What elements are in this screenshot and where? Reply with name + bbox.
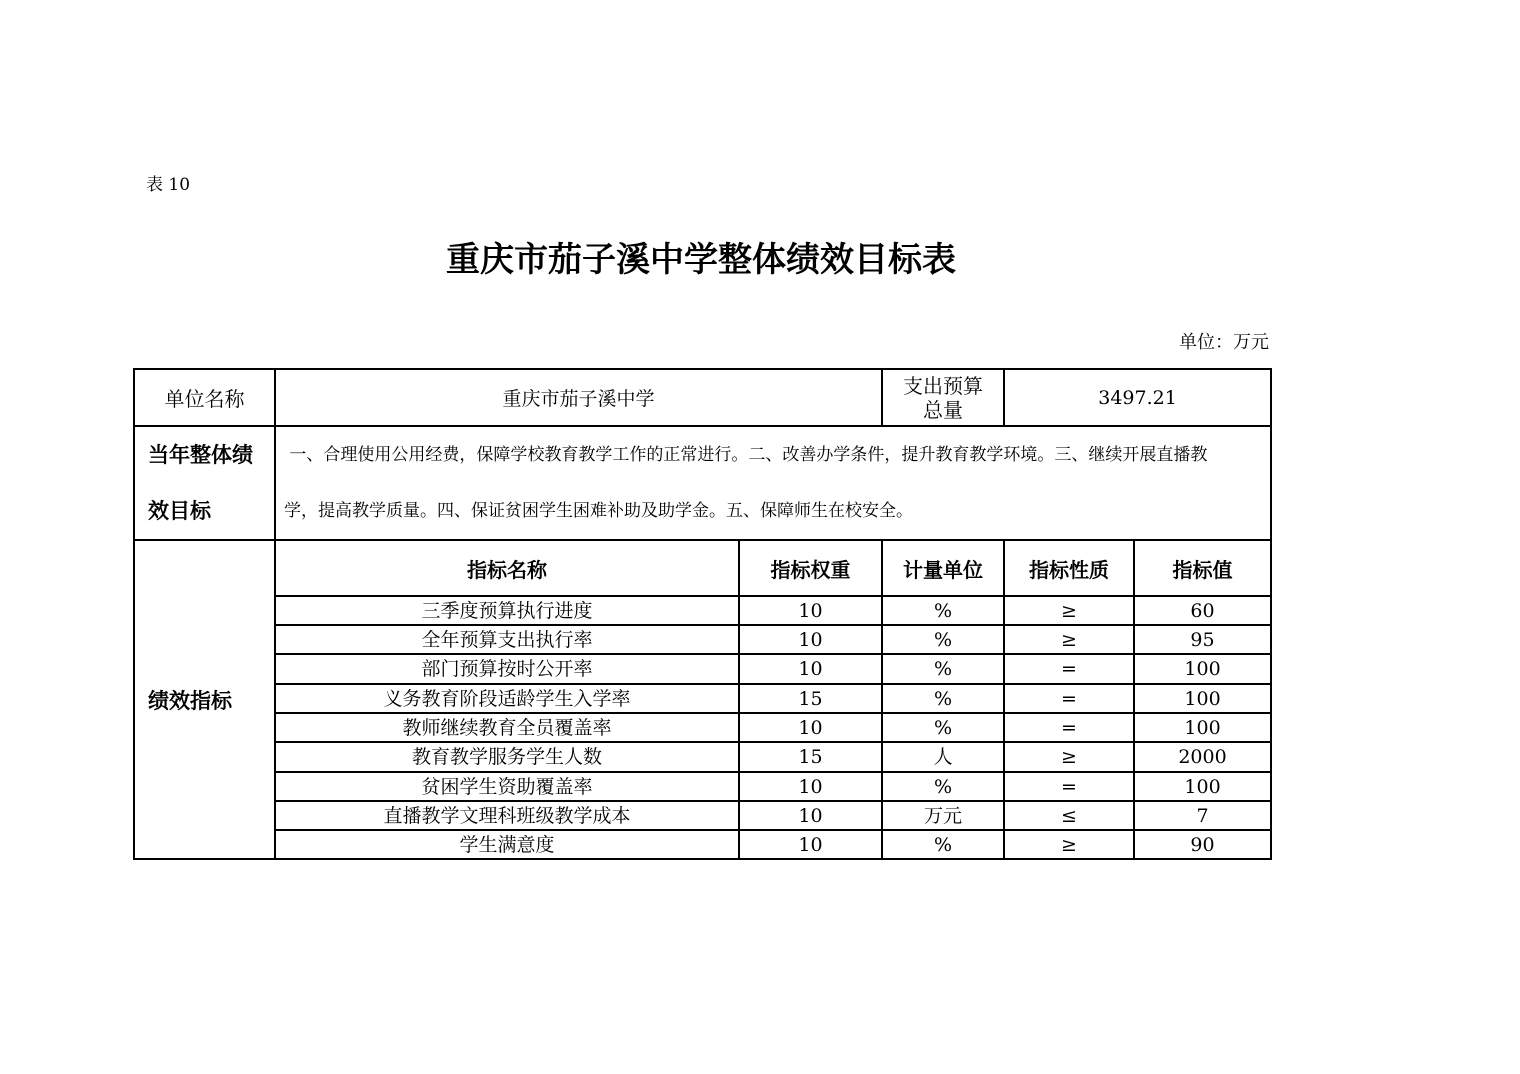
indicator-weight-cell: 10: [739, 596, 882, 625]
indicator-value-cell: 100: [1134, 772, 1271, 801]
document-title: 重庆市茄子溪中学整体绩效目标表: [446, 240, 956, 280]
indicator-name-cell: 教师继续教育全员覆盖率: [275, 713, 739, 742]
header-indicator-name: 指标名称: [275, 540, 739, 596]
header-indicator-weight: 指标权重: [739, 540, 882, 596]
indicator-unit-cell: %: [882, 713, 1004, 742]
indicator-unit-cell: %: [882, 684, 1004, 713]
indicator-nature-cell: ≥: [1004, 596, 1134, 625]
indicator-name-cell: 学生满意度: [275, 830, 739, 859]
goal-label: [134, 426, 275, 540]
indicators-section-label: 绩效指标: [134, 540, 275, 859]
indicator-nature-cell: ≤: [1004, 801, 1134, 830]
indicator-weight-cell: 10: [739, 801, 882, 830]
table-row: [134, 772, 1271, 801]
indicator-unit-cell: %: [882, 654, 1004, 684]
goal-label-line1: 当年整体绩: [148, 443, 253, 467]
indicator-nature-cell: =: [1004, 684, 1134, 713]
indicator-value-cell: 100: [1134, 713, 1271, 742]
indicator-weight-cell: 10: [739, 654, 882, 684]
indicator-unit-cell: 人: [882, 742, 1004, 772]
indicator-header-row: [134, 540, 1271, 596]
table-row: [134, 596, 1271, 625]
indicator-name-cell: 直播教学文理科班级教学成本: [275, 801, 739, 830]
indicator-name-cell: 三季度预算执行进度: [275, 596, 739, 625]
performance-table: [133, 368, 1272, 860]
budget-total-label: [882, 369, 1004, 426]
table-row: [134, 830, 1271, 859]
indicator-unit-cell: 万元: [882, 801, 1004, 830]
header-indicator-nature: 指标性质: [1004, 540, 1134, 596]
indicator-value-cell: 100: [1134, 684, 1271, 713]
header-indicator-value: 指标值: [1134, 540, 1271, 596]
indicator-name-cell: 全年预算支出执行率: [275, 625, 739, 654]
table-row: [134, 654, 1271, 684]
indicator-nature-cell: ≥: [1004, 625, 1134, 654]
indicator-value-cell: 7: [1134, 801, 1271, 830]
unit-name-label: 单位名称: [134, 369, 275, 426]
indicator-unit-cell: %: [882, 596, 1004, 625]
indicator-value-cell: 60: [1134, 596, 1271, 625]
indicator-unit-cell: %: [882, 830, 1004, 859]
indicator-name-cell: 教育教学服务学生人数: [275, 742, 739, 772]
indicator-nature-cell: ≥: [1004, 742, 1134, 772]
indicator-nature-cell: =: [1004, 772, 1134, 801]
table-row: [134, 684, 1271, 713]
goal-row: [134, 426, 1271, 540]
budget-label-line1: 支出预算: [903, 373, 984, 398]
indicator-unit-cell: %: [882, 772, 1004, 801]
indicator-weight-cell: 10: [739, 713, 882, 742]
goal-text: [275, 426, 1271, 540]
table-number: 表 10: [146, 175, 191, 195]
unit-label: 单位：万元: [1179, 332, 1269, 353]
budget-total-value: 3497.21: [1004, 369, 1271, 426]
indicator-nature-cell: =: [1004, 654, 1134, 684]
goal-text-line1: 一、合理使用公用经费，保障学校教育教学工作的正常进行。二、改善办学条件，提升教育教学环境。三、继续开展直播教: [284, 445, 1208, 465]
indicator-value-cell: 100: [1134, 654, 1271, 684]
indicator-name-cell: 贫困学生资助覆盖率: [275, 772, 739, 801]
table-row: [134, 801, 1271, 830]
indicator-weight-cell: 10: [739, 830, 882, 859]
table-row: [134, 625, 1271, 654]
indicator-weight-cell: 15: [739, 684, 882, 713]
indicator-name-cell: 义务教育阶段适龄学生入学率: [275, 684, 739, 713]
indicator-nature-cell: =: [1004, 713, 1134, 742]
indicator-value-cell: 2000: [1134, 742, 1271, 772]
table-row: [134, 742, 1271, 772]
indicator-weight-cell: 15: [739, 742, 882, 772]
indicator-unit-cell: %: [882, 625, 1004, 654]
table-row: [134, 713, 1271, 742]
budget-label-line2: 总量: [923, 397, 964, 422]
indicator-value-cell: 95: [1134, 625, 1271, 654]
indicator-value-cell: 90: [1134, 830, 1271, 859]
goal-text-line2: 学，提高教学质量。四、保证贫困学生困难补助及助学金。五、保障师生在校安全。: [284, 501, 913, 521]
unit-info-row: [134, 369, 1271, 426]
indicator-nature-cell: ≥: [1004, 830, 1134, 859]
indicator-weight-cell: 10: [739, 772, 882, 801]
indicator-weight-cell: 10: [739, 625, 882, 654]
indicator-name-cell: 部门预算按时公开率: [275, 654, 739, 684]
unit-name-value: 重庆市茄子溪中学: [275, 369, 882, 426]
header-measure-unit: 计量单位: [882, 540, 1004, 596]
goal-label-line2: 效目标: [148, 499, 211, 523]
